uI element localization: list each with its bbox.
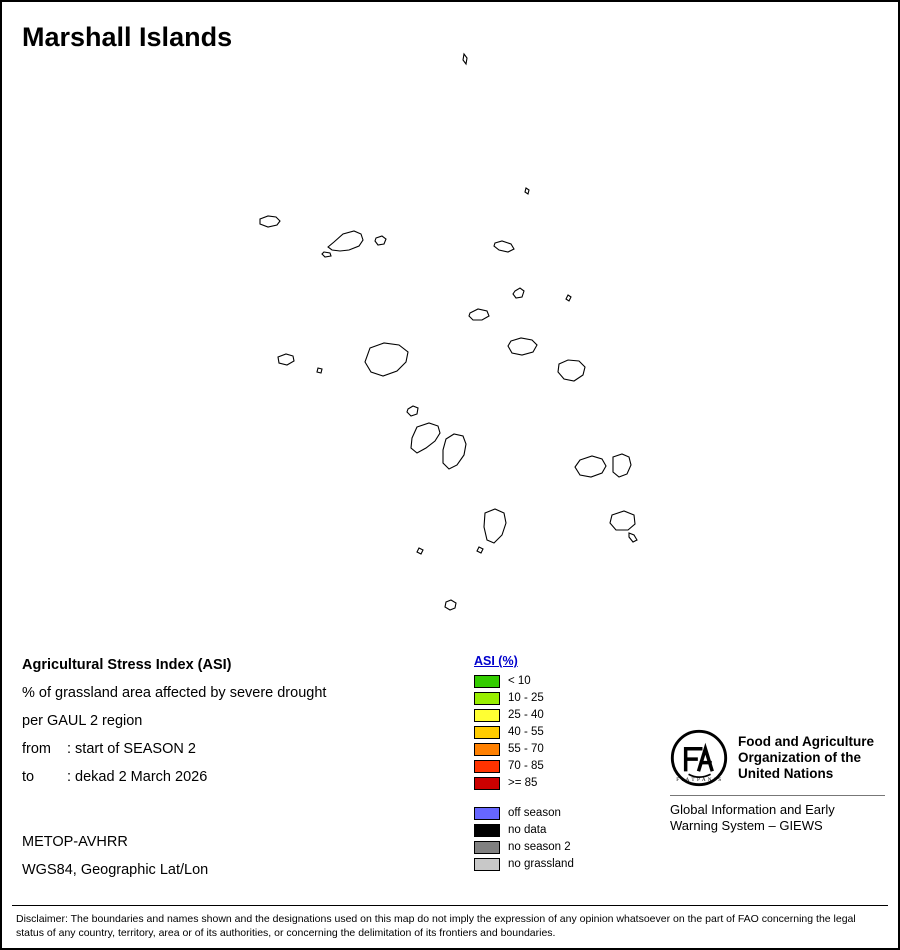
asi-other-row [474, 856, 674, 873]
asi-other-swatch [474, 841, 500, 854]
asi-class-label: 25 - 40 [508, 709, 544, 721]
atoll-outline [629, 533, 637, 542]
sensor-projection: WGS84, Geographic Lat/Lon [22, 862, 209, 878]
asi-other-label: off season [508, 807, 561, 819]
asi-other-row [474, 822, 674, 839]
atoll-outline [375, 236, 386, 245]
fao-org-line2: Organization of the [738, 750, 861, 766]
giews-line2: Warning System – GIEWS [670, 818, 823, 834]
asi-class-swatch [474, 760, 500, 773]
asi-other-label: no season 2 [508, 841, 571, 853]
asi-other-label: no grassland [508, 858, 574, 870]
asi-class-swatch [474, 692, 500, 705]
asi-legend-heading: ASI (%) [474, 654, 518, 668]
legend-from-row [22, 741, 452, 757]
page-title: Marshall Islands [22, 22, 233, 52]
asi-legend [474, 654, 674, 873]
atoll-outline [558, 360, 585, 381]
atoll-outline [365, 343, 408, 376]
asi-other-swatch [474, 858, 500, 871]
atoll-outline [484, 509, 506, 543]
asi-class-row [474, 690, 674, 707]
legend-heading: Agricultural Stress Index (ASI) [22, 657, 232, 673]
legend-description-line1: % of grassland area affected by severe drought [22, 685, 327, 701]
asi-class-swatch [474, 777, 500, 790]
legend-text-block [22, 657, 452, 797]
legend-to-row [22, 769, 452, 785]
asi-other-row [474, 839, 674, 856]
asi-class-row [474, 724, 674, 741]
atoll-outline [278, 354, 294, 365]
asi-class-label: 10 - 25 [508, 692, 544, 704]
asi-other-swatch [474, 824, 500, 837]
legend-to-value: : dekad 2 March 2026 [67, 769, 208, 785]
asi-class-label: >= 85 [508, 777, 538, 789]
asi-class-swatch [474, 726, 500, 739]
asi-class-label: 55 - 70 [508, 743, 544, 755]
sensor-instrument: METOP-AVHRR [22, 834, 128, 850]
asi-other-label: no data [508, 824, 547, 836]
atoll-outline [463, 54, 467, 64]
atoll-outline [477, 547, 483, 553]
atoll-outline [417, 548, 423, 554]
atoll-outline [443, 434, 466, 469]
asi-class-row [474, 775, 674, 792]
asi-class-swatch [474, 675, 500, 688]
asi-class-swatch [474, 709, 500, 722]
atoll-outline [613, 454, 631, 477]
atoll-outline [407, 406, 418, 416]
asi-legend-spacer [474, 792, 674, 805]
atoll-outline [494, 241, 514, 252]
atoll-outline [525, 188, 529, 194]
asi-other-row [474, 805, 674, 822]
map-canvas [2, 2, 900, 642]
fao-logo-icon [670, 729, 728, 787]
fao-organization-name [738, 734, 874, 782]
asi-class-label: 70 - 85 [508, 760, 544, 772]
atoll-outline [322, 252, 331, 257]
asi-class-row [474, 741, 674, 758]
svg-text:F I A T P A N I S: F I A T P A N I S [676, 777, 722, 784]
legend-from-value: : start of SEASON 2 [67, 741, 196, 757]
legend-from-label: from [22, 741, 51, 757]
legend-to-label: to [22, 769, 35, 785]
atoll-outline [260, 216, 280, 227]
asi-class-row [474, 673, 674, 690]
legend-description-line2: per GAUL 2 region [22, 713, 143, 729]
atoll-outline [317, 368, 322, 373]
fao-block [670, 729, 885, 835]
atoll-outline [575, 456, 606, 477]
atoll-outlines [260, 54, 637, 610]
asi-class-label: 40 - 55 [508, 726, 544, 738]
disclaimer-divider [12, 905, 888, 906]
fao-org-line3: United Nations [738, 765, 834, 781]
giews-line1: Global Information and Early [670, 802, 835, 817]
asi-class-row [474, 758, 674, 775]
fao-org-line1: Food and Agriculture [738, 734, 874, 750]
sensor-block [22, 834, 208, 890]
atoll-outline [513, 288, 524, 298]
atoll-outline [469, 309, 489, 320]
atoll-outline [610, 511, 635, 530]
asi-other-list [474, 805, 674, 873]
fao-divider [670, 795, 885, 796]
asi-class-list [474, 673, 674, 792]
atoll-outline [328, 231, 363, 251]
asi-class-swatch [474, 743, 500, 756]
disclaimer-text: Disclaimer: The boundaries and names shown and the designations used on this map do not imply the expression of any opinion whatsoever on the part of FAO concerning the legal status of any country, territory, area or of its authorities, or concerning the delimitation of its frontiers and boundaries. [16, 913, 856, 940]
atoll-outline [445, 600, 456, 610]
giews-text [670, 802, 885, 835]
atoll-outline [508, 338, 537, 355]
asi-class-label: < 10 [508, 675, 531, 687]
fao-logo-row [670, 729, 885, 787]
asi-other-swatch [474, 807, 500, 820]
asi-class-row [474, 707, 674, 724]
atoll-outline [566, 295, 571, 301]
atoll-outline [411, 423, 440, 453]
